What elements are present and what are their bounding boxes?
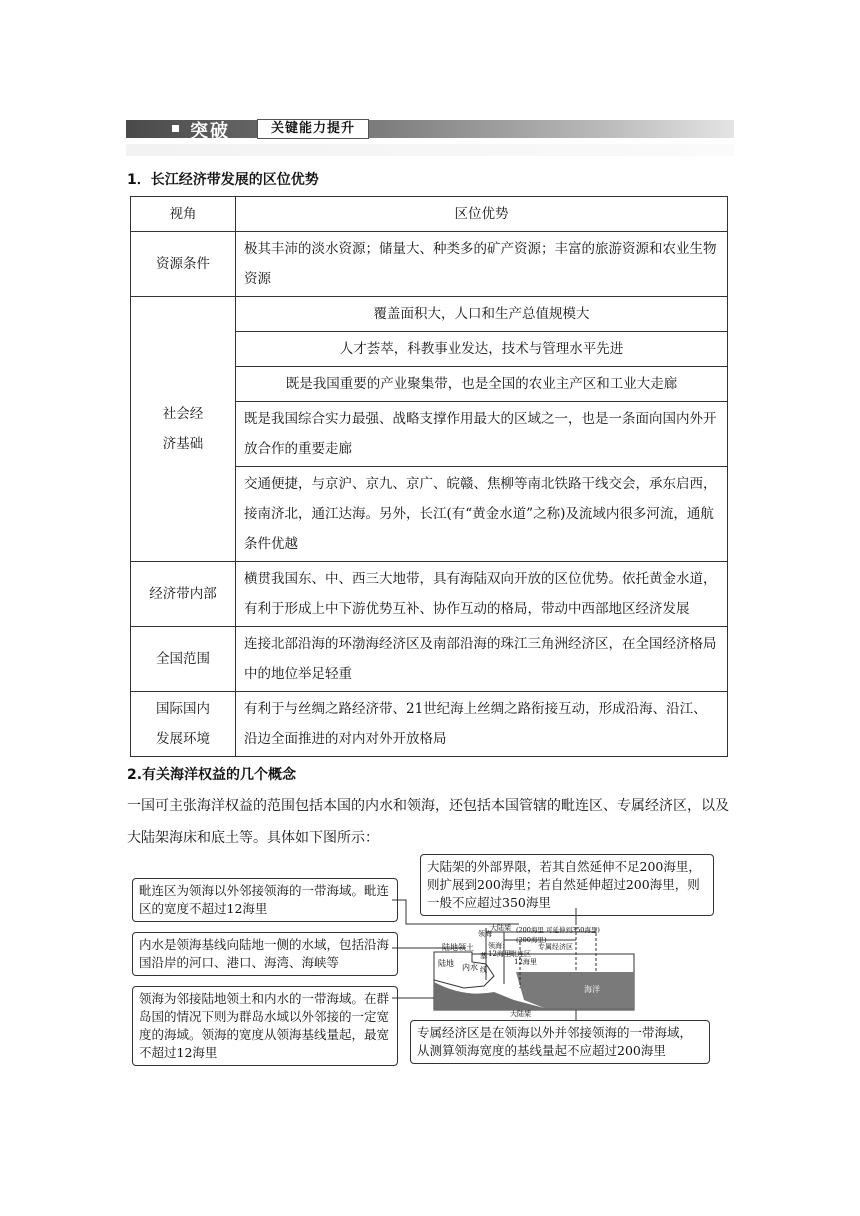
paragraph-text: 一国可主张海洋权益的范围包括本国的内水和领海，还包括本国管辖的毗连区、专属经济区，以及大陆架海床和底土等。具体如下图所示： [127, 798, 729, 846]
label-territorial-12: 12海里 [488, 950, 511, 958]
table-row [131, 562, 728, 627]
label-internal-waters: 内水 [462, 963, 478, 972]
social-item: 既是我国综合实力最强、战略支撑作用最大的区域之一，也是一条面向国内外开放合作的重要走廊 [236, 402, 728, 467]
row-text-internal: 横贯我国东、中、西三大地带，具有海陆双向开放的区位优势。依托黄金水道，有利于形成上中下游优势互补、协作互动的格局，带动中西部地区经济发展 [236, 562, 728, 627]
row-label-internal: 经济带内部 [131, 562, 236, 627]
label-contiguous: 毗连区 [510, 950, 531, 958]
label-eez: 专属经济区 [538, 943, 573, 951]
note-shelf-limit: 大陆架的外部界限，若其自然延伸不足200海里，则扩展到200海里；若自然延伸超过200海里，则一般不应超过350海里 [420, 854, 714, 916]
banner-tag: 突破 [190, 121, 230, 142]
label-shelf-bottom: 大陆架 [510, 1010, 531, 1018]
social-item: 既是我国重要的产业聚集带，也是全国的农业主产区和工业大走廊 [236, 367, 728, 402]
row-text-national: 连接北部沿海的环渤海经济区及南部沿海的珠江三角洲经济区，在全国经济格局中的地位举足轻重 [236, 627, 728, 692]
label-contiguous-12: 12海里 [514, 958, 537, 966]
label-land-territory: 陆地领土 [442, 943, 474, 952]
label-baseline-b: 基 [480, 952, 487, 960]
note-internal-waters: 内水是领海基线向陆地一侧的水域，包括沿海国沿岸的河口、港口、海湾、海峡等 [132, 932, 398, 976]
section-banner [126, 104, 734, 156]
row-label-resource: 资源条件 [131, 232, 236, 297]
intl-label-line2: 发展环境 [156, 731, 210, 747]
section1-heading: 1．长江经济带发展的区位优势 [127, 172, 319, 188]
table-row [131, 232, 728, 297]
note-territorial-sea: 领海为邻接陆地领土和内水的一带海域。在群岛国的情况下则为群岛水域以外邻接的一定宽度的海域。领海的宽度从领海基线量起，最宽不超过12海里 [132, 986, 398, 1066]
social-item: 人才荟萃，科教事业发达，技术与管理水平先进 [236, 332, 728, 367]
banner-square-icon [172, 125, 179, 132]
row-text-intl: 有利于与丝绸之路经济带、21世纪海上丝绸之路衔接互动，形成沿海、沿江、沿边全面推进的对内对外开放格局 [236, 692, 728, 757]
social-label-line2: 济基础 [162, 436, 204, 452]
banner-subtitle: 关键能力提升 [257, 119, 369, 139]
note-contiguous-zone: 毗连区为领海以外邻接领海的一带海域。毗连区的宽度不超过12海里 [132, 878, 398, 922]
ocean-shape [516, 972, 634, 1008]
label-baseline-c: 线 [480, 966, 487, 974]
label-extend: (200海里 可延伸到350海里) [516, 926, 600, 934]
location-advantage-table [130, 196, 728, 757]
label-ocean: 海洋 [584, 985, 600, 994]
table-header-row [131, 197, 728, 232]
row-text-resource: 极其丰沛的淡水资源；储量大、种类多的矿产资源；丰富的旅游资源和农业生物资源 [236, 232, 728, 297]
label-territorial-sea: 领海： [488, 942, 509, 950]
note-eez: 专属经济区是在领海以外并邻接领海的一带海域，从测算领海宽度的基线量起不应超过200海里 [410, 1020, 710, 1064]
connector-contiguous [392, 900, 519, 924]
banner-shadow [126, 144, 734, 156]
label-land: 陆地 [438, 959, 454, 968]
row-label-intl [131, 692, 236, 757]
label-eez-200: (200海里) [516, 936, 547, 944]
table-row [131, 627, 728, 692]
header-perspective: 视角 [131, 197, 236, 232]
label-shelf-top: 大陆架 [490, 924, 511, 932]
row-label-social [131, 297, 236, 562]
maritime-rights-diagram [124, 852, 724, 1062]
intl-label-line1: 国际国内 [156, 701, 210, 717]
header-advantage: 区位优势 [236, 197, 728, 232]
social-item: 交通便捷，与京沪、京九、京广、皖赣、焦柳等南北铁路干线交会，承东启西，接南济北，通江达海。另外，长江(有“黄金水道”之称)及流域内很多河流，通航条件优越 [236, 467, 728, 562]
social-label-line1: 社会经 [162, 406, 204, 422]
table-row [131, 297, 728, 332]
section2-paragraph [127, 790, 739, 854]
table-row [131, 692, 728, 757]
sea-zone-cross-section [124, 852, 724, 1062]
row-label-national: 全国范围 [131, 627, 236, 692]
section2-heading: 2.有关海洋权益的几个概念 [127, 767, 297, 783]
label-baseline-a: 领海 [478, 930, 492, 938]
social-item: 覆盖面积大，人口和生产总值规模大 [236, 297, 728, 332]
